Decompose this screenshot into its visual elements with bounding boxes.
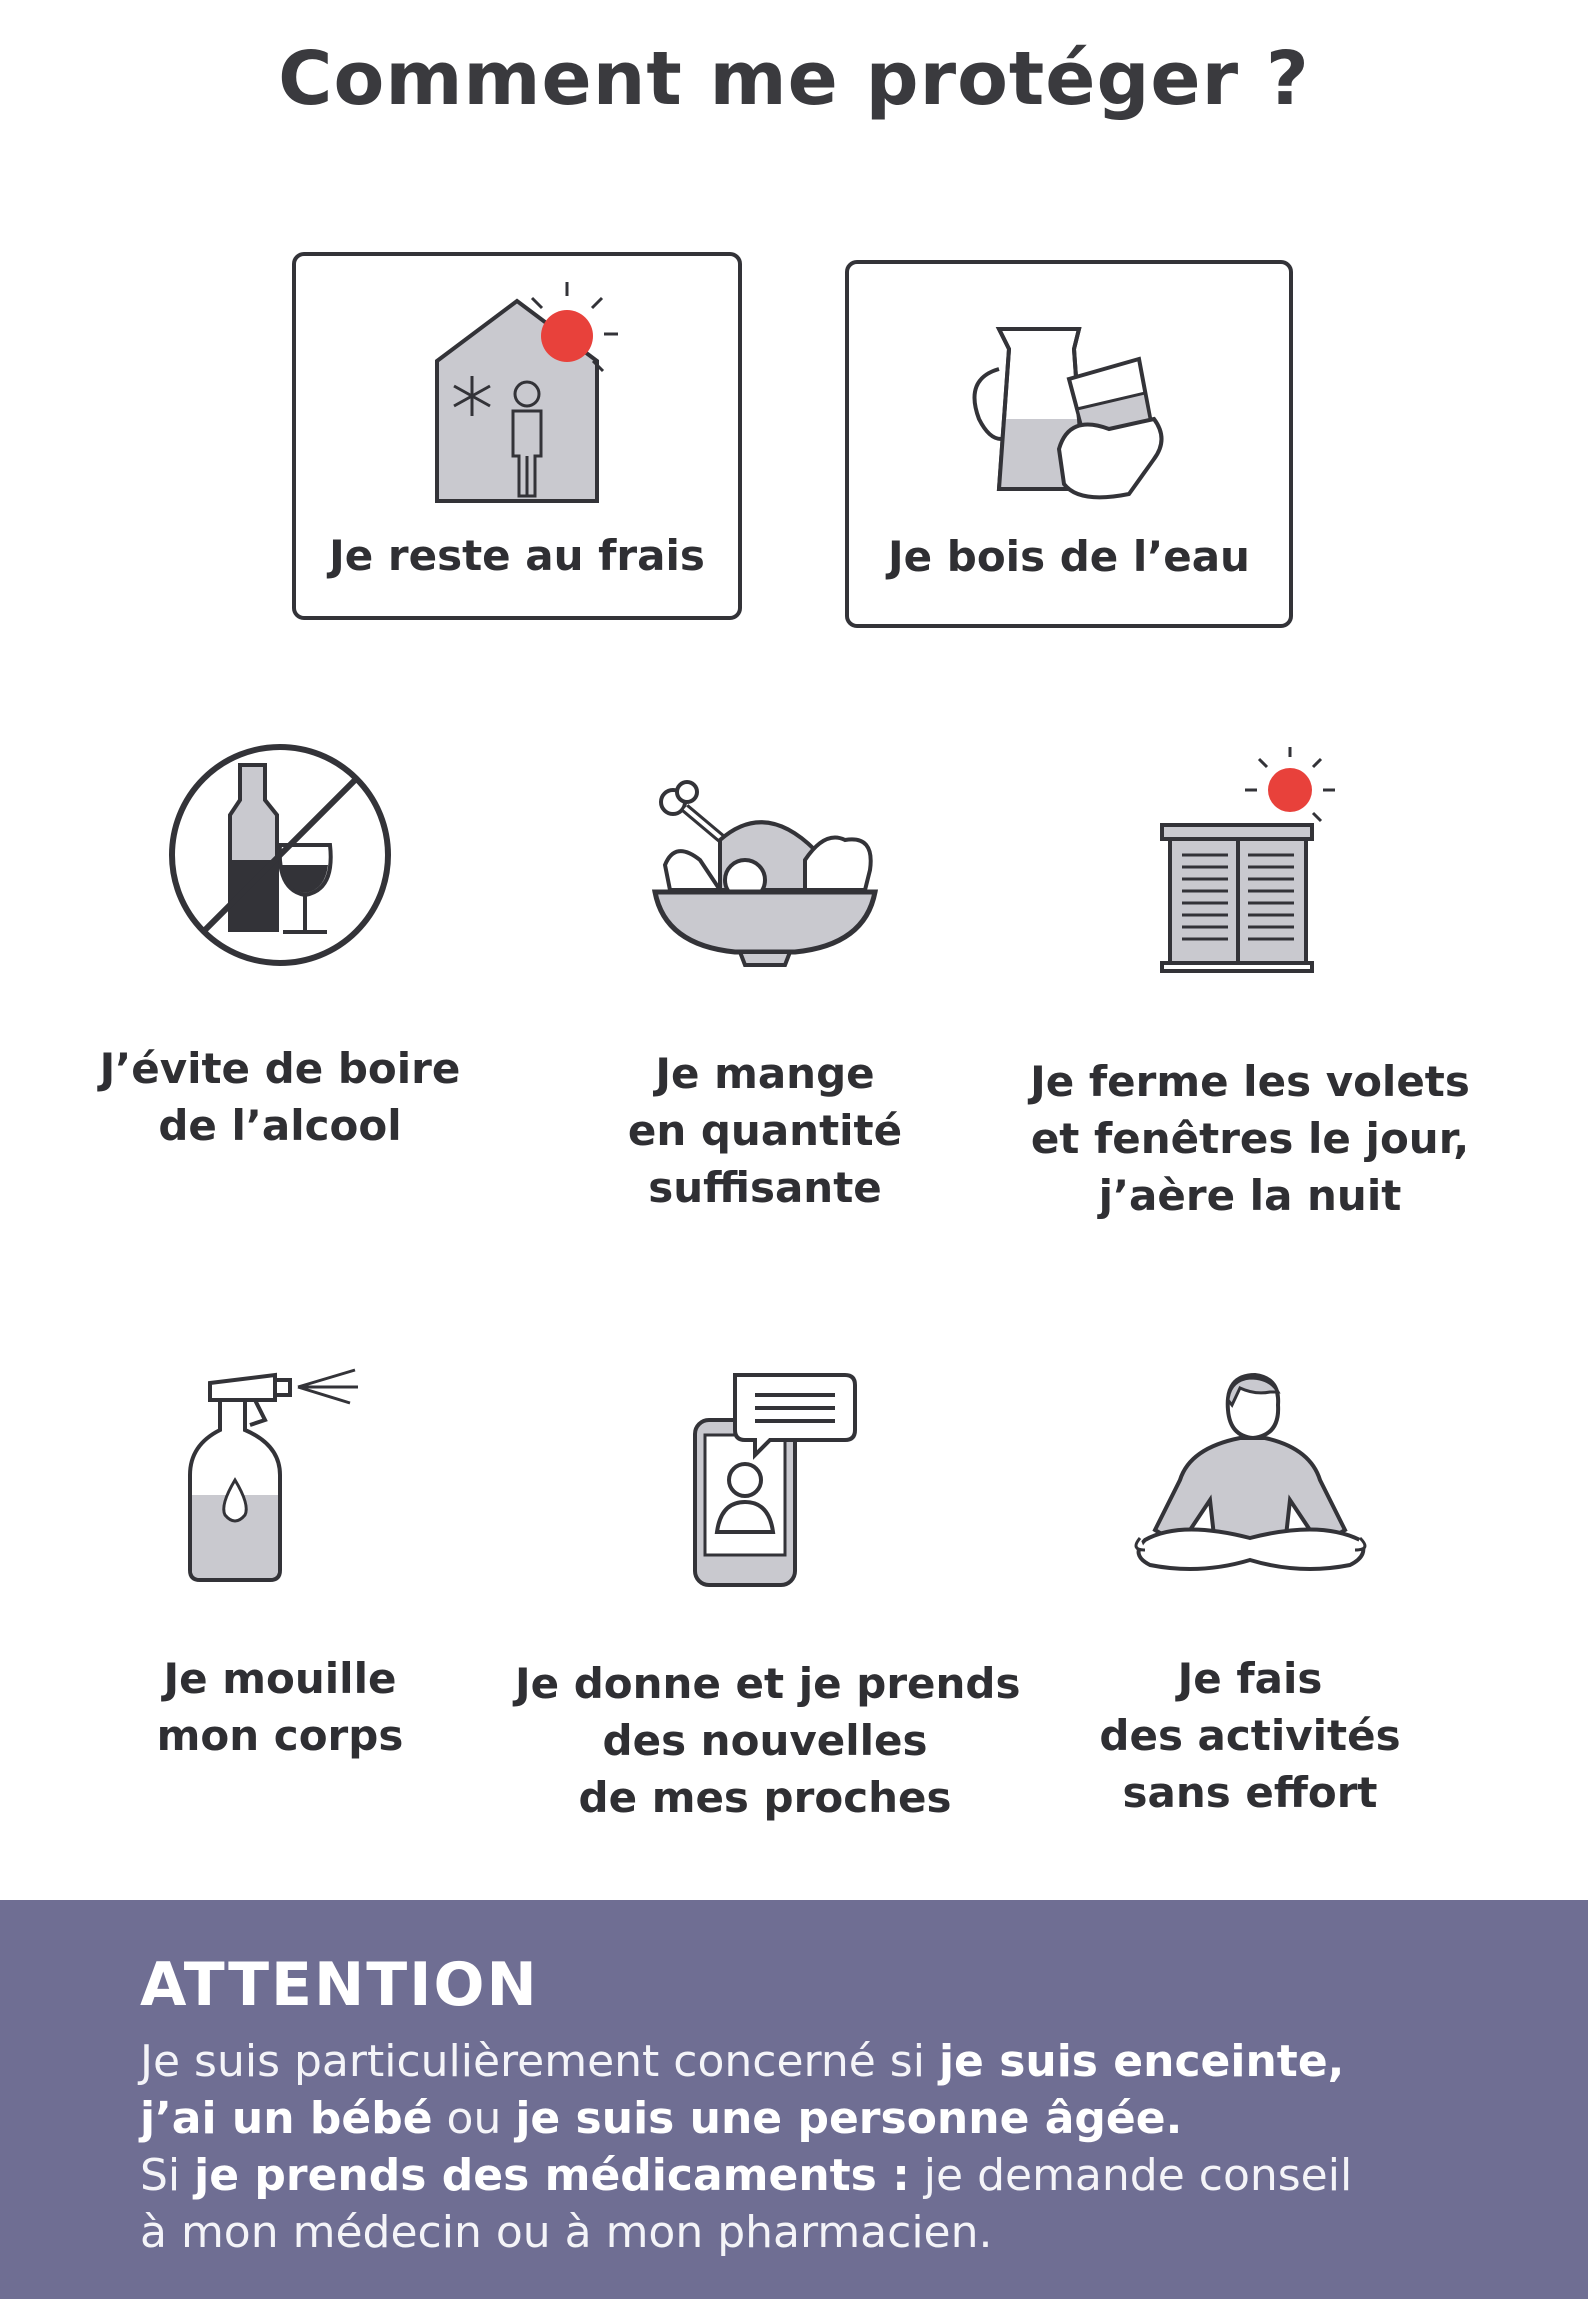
tip-close-shutters [1000,745,1500,1220]
tip-label: Je ferme les volets et fenêtres le jour, j’aère la nuit [1030,1057,1470,1220]
tip-label: Je mouille mon corps [156,1654,404,1760]
food-bowl-icon [645,780,885,970]
tip-label: Je fais des activités sans effort [1099,1654,1401,1817]
tip-wet-body [30,1365,530,1785]
tip-avoid-alcohol [30,740,530,1180]
card-stay-cool [292,252,742,620]
tip-label: J’évite de boire de l’alcool [99,1044,461,1150]
card-label: Je bois de l’eau [888,532,1250,581]
house-cool-icon [407,276,627,506]
meditation-icon [1120,1370,1380,1590]
no-alcohol-icon [165,740,395,970]
phone-message-icon [665,1370,865,1595]
tip-keep-in-touch [515,1365,1021,1822]
attention-text: Je suis particulièrement concerné si je suis enceinte, j’ai un bébé ou je suis une personne âgée. Si je prends des médicaments : je demande conseil à mon médecin ou à mon pharmacien. [140,2036,1353,2258]
card-drink-water [845,260,1293,628]
tip-light-activities [1000,1370,1500,1817]
tip-eat-enough [515,780,1015,1220]
shutters-icon [1140,745,1360,975]
spray-bottle-icon [180,1365,420,1590]
water-jug-icon [959,289,1179,519]
attention-banner [0,1900,1588,2299]
tip-label: Je donne et je prends des nouvelles de mes proches [515,1659,1021,1822]
page-title: Comment me protéger ? [278,36,1310,122]
attention-title: ATTENTION [140,1950,539,2020]
tip-label: Je mange en quantité suffisante [627,1049,903,1212]
card-label: Je reste au frais [329,531,705,580]
